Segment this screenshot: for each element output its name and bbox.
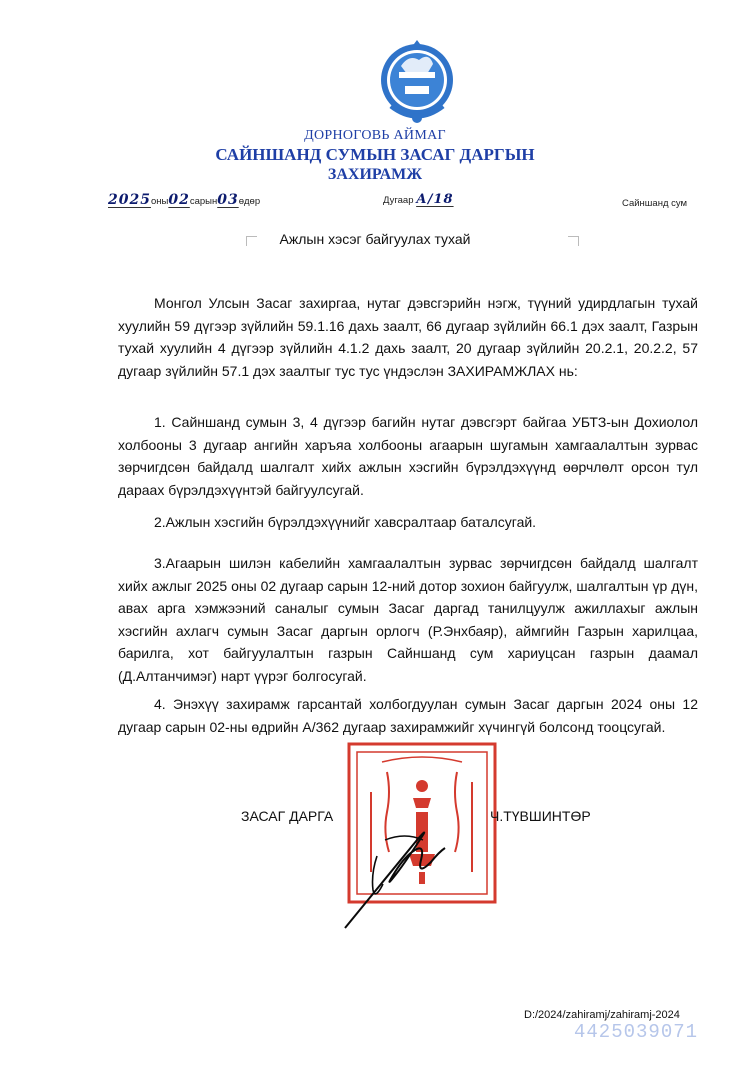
document-number: А/18 (416, 192, 454, 207)
date-day: 03 (217, 192, 239, 208)
paragraph-item-1: 1. Сайншанд сумын 3, 4 дүгээр багийн нутаг дэвсгэрт байгаа УБТЗ-ын Дохиолол холбооны 3 дугаар ангийн харъяа холбооны агаарын шугамын хамгаалалтын зурвас зөрчигдсөн байдалд шалгалт хийх ажлын хэсгийн бүрэлдэхүүнд өөрчлөлт орсон тул дараах бүрэлдэхүүнтэй байгуулсугай. (118, 414, 698, 498)
paragraph-item-4: 4. Энэхүү захирамж гарсантай холбогдуулан сумын Засаг даргын 2024 оны 12 дугаар сарын 02-ны өдрийн А/362 дугаар захирамжийг хүчингүй болсонд тооцсугай. (118, 696, 698, 735)
subject-title: Ажлын хэсэг байгуулах тухай (279, 231, 471, 247)
paragraph-preamble: Монгол Улсын Засаг захиргаа, нутаг дэвсгэрийн нэгж, түүний удирдлагын тухай хуулийн 59 дүгээр зүйлийн 59.1.16 дахь заалт, 66 дугаар зүйлийн 66.1 дэх заалт, Газрын тухай хуулийн 4 дүгээр зүйлийн 4.1.2 дахь заалт, 20 дугаар зүйлийн 20.2.1, 20.2.2, 57 дугаар зүйлийн 57.1 дэх заалтыг тус тус үндэслэн ЗАХИРАМЖЛАХ нь: (118, 295, 698, 379)
document-type: ЗАХИРАМЖ (327, 166, 423, 183)
date-line (108, 192, 260, 208)
file-path: D:/2024/zahiramj/zahiramj-2024 (524, 1009, 680, 1021)
month-label: сарын (189, 196, 218, 207)
day-label: өдөр (238, 196, 261, 207)
number-label: Дугаар (383, 195, 414, 206)
handwritten-signature (325, 800, 465, 940)
aimag-name: ДОРНОГОВЬ АЙМАГ (304, 128, 446, 143)
paragraph-item-3: 3.Агаарын шилэн кабелийн хамгаалалтын зурвас зөрчигдсөн байдалд шалгалт хийх ажлыг 2025 оны 02 дугаар сарын 12-ний дотор зохион байгуулж, шалгалтын үр дүн, авах арга хэмжээний саналыг сумын Засаг даргад танилцуулж ажиллахыг ажлын хэсгийн ахлагч сумын Засаг даргын орлогч (Р.Энхбаяр), аймгийн Газрын харилцаа, барилга, хот байгуулалтын газрын Сайншанд сум хариуцсан газрын даамал (Д.Алтанчимэг) нарт үүрэг болгосугай. (118, 555, 698, 684)
place: Сайншанд сум (622, 198, 688, 209)
year-label: оны (150, 196, 169, 207)
signatory-name: Ч.ТҮВШИНТӨР (490, 808, 591, 824)
state-emblem-icon (377, 36, 457, 126)
date-month: 02 (168, 192, 190, 208)
number-line (383, 192, 454, 207)
office-name: САЙНШАНД СУМЫН ЗАСАГ ДАРГЫН (215, 145, 535, 164)
paragraph-item-2: 2.Ажлын хэсгийн бүрэлдэхүүнийг хавсралтаар баталсугай. (154, 514, 537, 530)
date-year: 2025 (108, 192, 151, 208)
serial-number: 4425039071 (574, 1021, 699, 1043)
signatory-title: ЗАСАГ ДАРГА (241, 808, 334, 824)
